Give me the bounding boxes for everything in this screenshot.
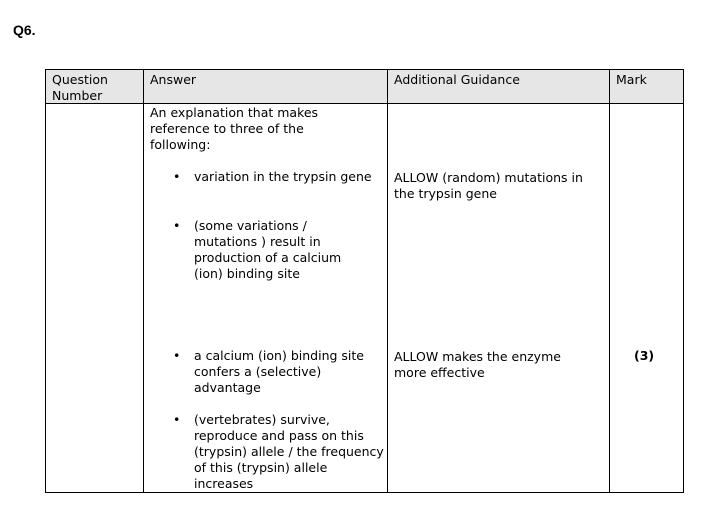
- header-question-number: Question Number: [52, 72, 108, 103]
- bullet-dot-icon: •: [173, 218, 181, 233]
- answer-bullet: a calcium (ion) binding site confers a (selective) advantage: [194, 348, 364, 395]
- guidance-note: ALLOW (random) mutations in the trypsin gene: [394, 170, 583, 201]
- mark-value: (3): [634, 348, 655, 363]
- header-divider: [46, 103, 683, 104]
- bullet-dot-icon: •: [173, 412, 181, 427]
- header-answer: Answer: [150, 72, 197, 87]
- answer-bullet: (vertebrates) survive, reproduce and pass on this (trypsin) allele / the frequency of this (trypsin) allele increases: [194, 412, 384, 491]
- guidance-note: ALLOW makes the enzyme more effective: [394, 349, 561, 380]
- bullet-dot-icon: •: [173, 348, 181, 363]
- answer-intro: An explanation that makes reference to three of the following:: [150, 105, 319, 152]
- answer-bullet: (some variations / mutations ) result in production of a calcium (ion) binding site: [194, 218, 342, 281]
- header-guidance: Additional Guidance: [394, 72, 520, 87]
- mark-scheme-table: [45, 69, 684, 493]
- bullet-dot-icon: •: [173, 169, 181, 184]
- header-mark: Mark: [616, 72, 647, 87]
- column-divider: [609, 70, 610, 492]
- column-divider: [387, 70, 388, 492]
- question-label: Q6.: [13, 22, 36, 38]
- answer-bullet: variation in the trypsin gene: [194, 169, 372, 184]
- column-divider: [143, 70, 144, 492]
